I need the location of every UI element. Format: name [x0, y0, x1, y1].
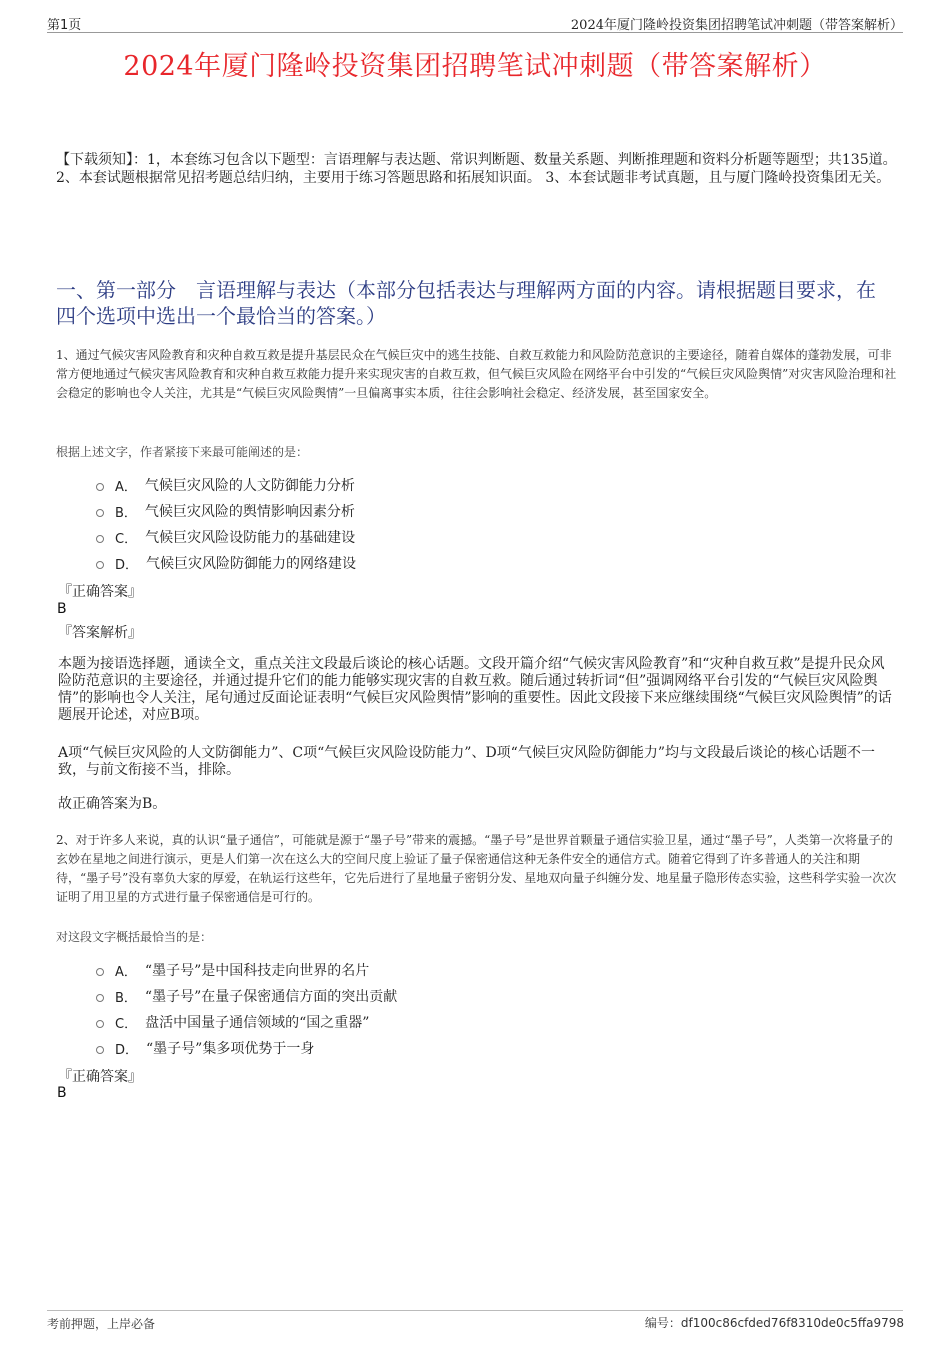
footer-slogan: 考前押题，上岸必备 [47, 1317, 156, 1331]
correct-answer: B [57, 601, 67, 617]
option-text: 盘活中国量子通信领域的“国之重器” [145, 1015, 370, 1031]
analysis-label: 『答案解析』 [58, 625, 142, 641]
download-notice: 【下载须知】：1，本套练习包含以下题型：言语理解与表达题、常识判断题、数量关系题、判断推理题和资料分析题等题型；共135道。 2、本套试题根据常见招考题总结归纳，主要用于练习答题思路和拓展知识面。 3、本套试题非考试真题，且与厦门隆岭投资集团无关。 [56, 152, 897, 186]
header-divider [47, 32, 903, 33]
radio-icon[interactable] [96, 968, 104, 976]
option-d[interactable] [96, 1035, 397, 1061]
question-2-options [96, 957, 397, 1061]
footer-code-label: 编号： [644, 1316, 681, 1330]
radio-icon[interactable] [96, 535, 104, 543]
option-letter: C． [115, 1016, 138, 1032]
footer-code [645, 1314, 904, 1331]
option-letter: B． [115, 505, 137, 521]
option-letter: B． [115, 990, 137, 1006]
option-letter: D． [115, 557, 139, 573]
option-d[interactable] [96, 550, 356, 576]
option-letter: A． [115, 479, 137, 495]
option-text: “墨子号”是中国科技走向世界的名片 [144, 963, 370, 979]
analysis-paragraph-1: 本题为接语选择题，通读全文，重点关注文段最后谈论的核心话题。文段开篇介绍“气候灾害风险教育”和“灾种自救互救”是提升民众风险防范意识的主要途径，并通过提升它们的能力能够实现灾害的自救互救。随后通过转折词“但”强调网络平台引发的“气候巨灾风险舆情”的影响也令人关注，尾句通过反面论证表明“气候巨灾风险舆情”影响的重要性。因此文段接下来应继续围绕“气候巨灾风险舆情”的话题展开论述，对应B项。 [58, 656, 892, 723]
option-letter: D． [115, 1042, 139, 1058]
option-text: “墨子号”在量子保密通信方面的突出贡献 [144, 989, 398, 1005]
radio-icon[interactable] [96, 994, 104, 1002]
radio-icon[interactable] [96, 561, 104, 569]
correct-answer-label: 『正确答案』 [58, 584, 142, 600]
radio-icon[interactable] [96, 1020, 104, 1028]
footer-divider [47, 1310, 903, 1311]
option-a[interactable] [96, 957, 397, 983]
option-letter: A． [115, 964, 137, 980]
option-c[interactable] [96, 524, 356, 550]
question-1-prompt: 根据上述文字，作者紧接下来最可能阐述的是： [56, 445, 309, 459]
analysis-paragraph-3: 故正确答案为B。 [58, 796, 167, 812]
footer-code-value: df100c86cfded76f8310de0c5ffa9798 [680, 1316, 904, 1330]
question-1-text: 1、通过气候灾害风险教育和灾种自救互救是提升基层民众在气候巨灾中的逃生技能、自救互救能力和风险防范意识的主要途径，随着自媒体的蓬勃发展，可非常方便地通过气候灾害风险教育和灾种自救互救能力提升来实现灾害的自救互救，但气候巨灾风险在网络平台中引发的“气候巨灾风险舆情”对灾害风险治理和社会稳定的影响也令人关注，尤其是“气候巨灾风险舆情”一旦偏离事实本质，往往会影响社会稳定、经济发展，甚至国家安全。 [56, 348, 897, 400]
radio-icon[interactable] [96, 483, 104, 491]
section-heading: 一、第一部分 言语理解与表达（本部分包括表达与理解两方面的内容。请根据题目要求，在四个选项中选出一个最恰当的答案。） [56, 278, 876, 328]
correct-answer: B [57, 1085, 67, 1101]
option-b[interactable] [96, 498, 356, 524]
option-text: 气候巨灾风险的人文防御能力分析 [144, 478, 355, 494]
option-text: “墨子号”集多项优势于一身 [146, 1041, 315, 1057]
header-doc-title: 2024年厦门隆岭投资集团招聘笔试冲刺题（带答案解析） [570, 18, 903, 33]
option-text: 气候巨灾风险防御能力的网络建设 [146, 556, 357, 572]
option-letter: C． [115, 531, 138, 547]
option-a[interactable] [96, 472, 356, 498]
question-1-options [96, 472, 356, 576]
question-2-text: 2、对于许多人来说，真的认识“量子通信”，可能就是源于“墨子号”带来的震撼。“墨子号”是世界首颗量子通信实验卫星，通过“墨子号”，人类第一次将量子的玄妙在星地之间进行演示，更是人们第一次在这么大的空间尺度上验证了量子保密通信这种无条件安全的通信方式。随着它得到了许多普通人的关注和期待，“墨子号”没有辜负大家的厚爱，在轨运行这些年，它先后进行了星地量子密钥分发、星地双向量子纠缠分发、地星量子隐形传态实验，这些科学实验一次次证明了用卫星的方式进行量子保密通信是可行的。 [56, 833, 897, 904]
radio-icon[interactable] [96, 1046, 104, 1054]
page-number: 第1页 [47, 18, 82, 33]
option-c[interactable] [96, 1009, 397, 1035]
page-title: 2024年厦门隆岭投资集团招聘笔试冲刺题（带答案解析） [123, 51, 827, 82]
option-text: 气候巨灾风险的舆情影响因素分析 [144, 504, 355, 520]
option-b[interactable] [96, 983, 397, 1009]
analysis-paragraph-2: A项“气候巨灾风险的人文防御能力”、C项“气候巨灾风险设防能力”、D项“气候巨灾风险防御能力”均与文段最后谈论的核心话题不一致，与前文衔接不当，排除。 [58, 745, 875, 778]
correct-answer-label: 『正确答案』 [58, 1069, 142, 1085]
option-text: 气候巨灾风险设防能力的基础建设 [145, 530, 356, 546]
radio-icon[interactable] [96, 509, 104, 517]
question-2-prompt: 对这段文字概括最恰当的是： [56, 930, 213, 944]
